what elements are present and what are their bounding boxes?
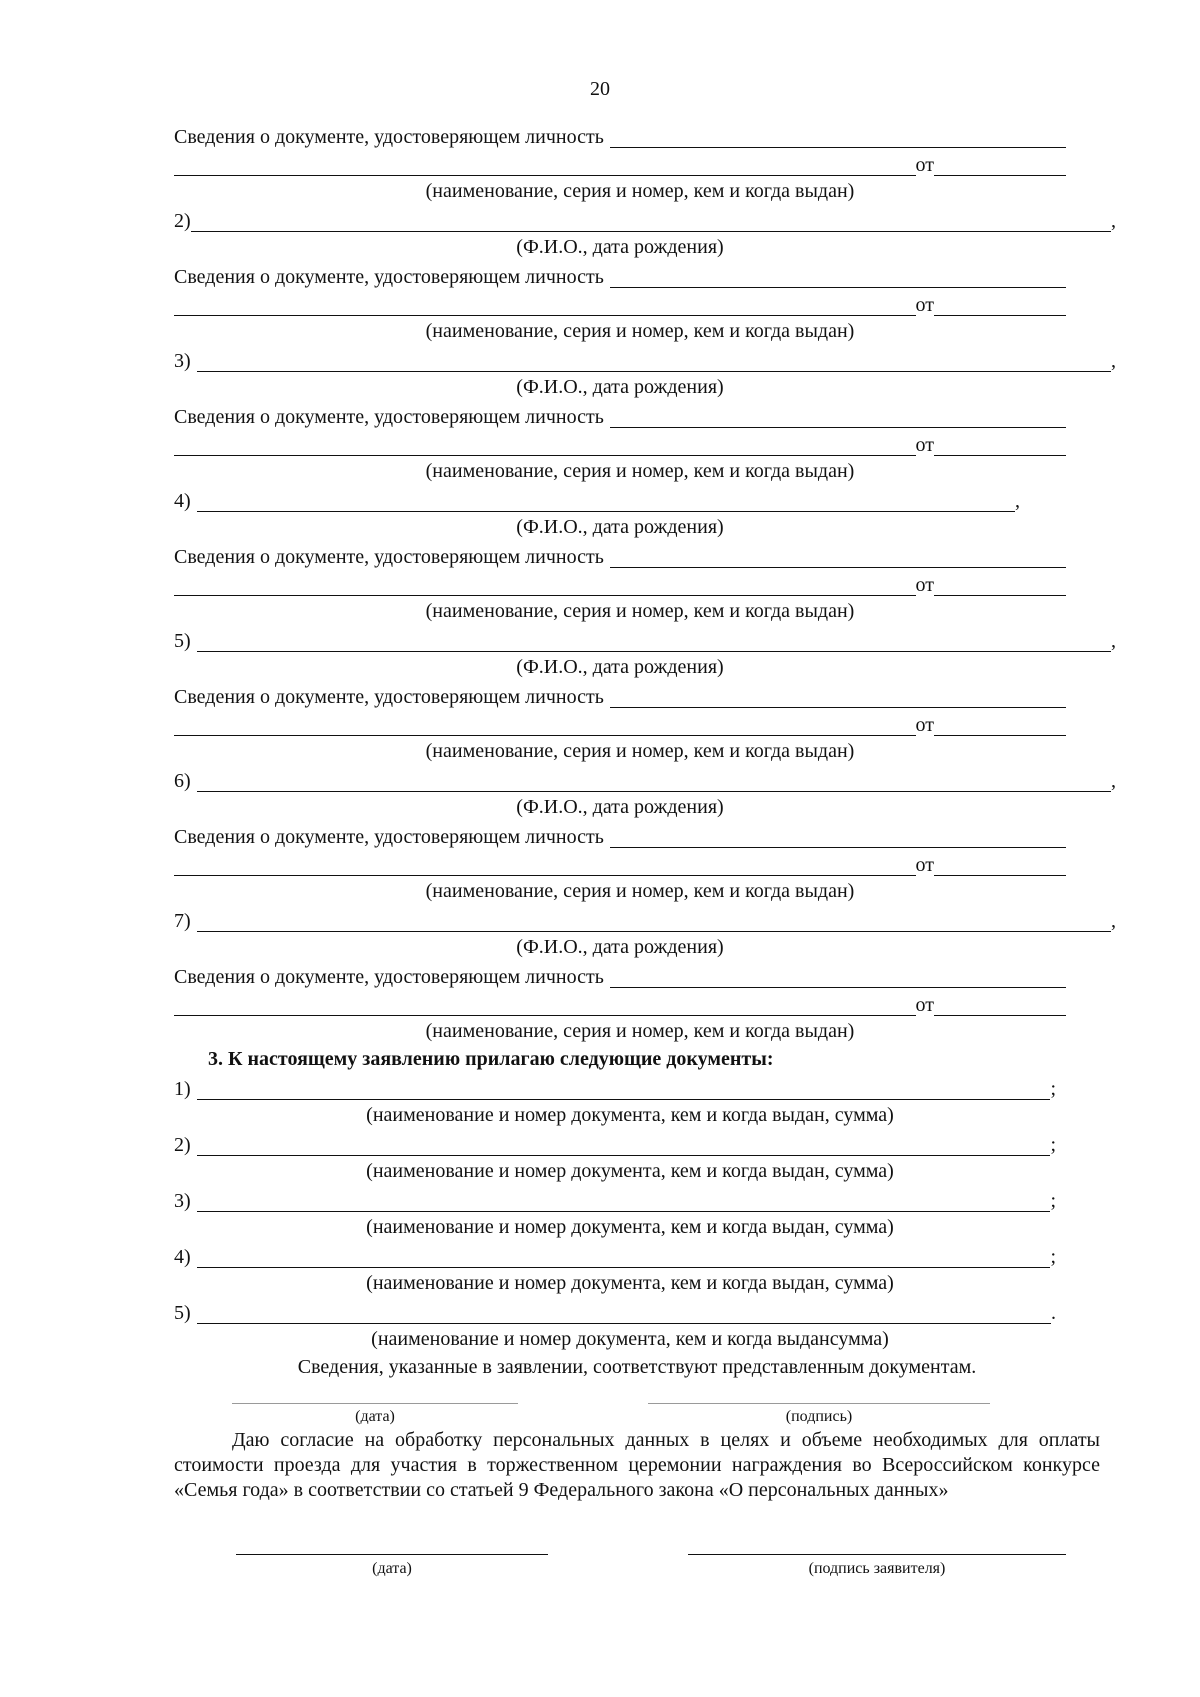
issued-caption: (наименование, серия и номер, кем и когда выдан) — [425, 600, 855, 622]
doc-caption: (наименование и номер документа, кем и когда выдан, сумма) — [366, 1272, 894, 1294]
date-from-label: от — [915, 574, 934, 596]
date-from-field[interactable] — [934, 436, 1066, 456]
issued-caption: (наименование, серия и номер, кем и когда выдан) — [425, 460, 855, 482]
person-number: 6) — [174, 770, 191, 792]
date-from-field[interactable] — [934, 296, 1066, 316]
issued-by-field[interactable] — [174, 576, 916, 596]
line-terminator: , — [1111, 630, 1116, 652]
date-from-field[interactable] — [934, 856, 1066, 876]
issued-caption: (наименование, серия и номер, кем и когда выдан) — [425, 1020, 855, 1042]
issued-by-field[interactable] — [174, 716, 916, 736]
issued-by-field[interactable] — [174, 296, 916, 316]
person-name-field[interactable] — [197, 492, 1015, 512]
doc-number: 4) — [174, 1246, 191, 1268]
person-6-issued-row — [174, 850, 1066, 876]
id-doc-field[interactable] — [610, 688, 1066, 708]
person-name-field[interactable] — [191, 212, 1111, 232]
person-3-issued-row — [174, 430, 1066, 456]
person-3-id-doc-row — [174, 402, 1066, 428]
person-number: 7) — [174, 910, 191, 932]
person-6-row — [174, 766, 1116, 792]
person-number: 2) — [174, 210, 191, 232]
person-2-issued-row — [174, 290, 1066, 316]
signature-line[interactable] — [648, 1403, 990, 1404]
id-doc-label: Сведения о документе, удостоверяющем личность — [174, 126, 604, 148]
person-2-row — [174, 206, 1116, 232]
doc-number: 2) — [174, 1134, 191, 1156]
id-doc-label: Сведения о документе, удостоверяющем личность — [174, 266, 604, 288]
attached-doc-1-row — [174, 1074, 1056, 1100]
id-doc-field[interactable] — [610, 268, 1066, 288]
attached-doc-field[interactable] — [197, 1304, 1051, 1324]
person-4-issued-row — [174, 570, 1066, 596]
issued-by-field[interactable] — [174, 156, 916, 176]
fio-caption: (Ф.И.О., дата рождения) — [516, 656, 724, 678]
person-name-field[interactable] — [197, 632, 1111, 652]
applicant-signature-line[interactable] — [688, 1554, 1066, 1555]
attached-doc-3-row — [174, 1186, 1056, 1212]
fio-caption: (Ф.И.О., дата рождения) — [516, 796, 724, 818]
line-terminator: ; — [1050, 1246, 1056, 1268]
id-doc-label: Сведения о документе, удостоверяющем личность — [174, 406, 604, 428]
confirmation-text: Сведения, указанные в заявлении, соответствуют представленным документам. — [297, 1356, 977, 1378]
date-from-label: от — [915, 854, 934, 876]
person-6-id-doc-row — [174, 822, 1066, 848]
doc-number: 5) — [174, 1302, 191, 1324]
page-number: 20 — [590, 78, 610, 100]
line-terminator: , — [1015, 490, 1020, 512]
person-3-row — [174, 346, 1116, 372]
doc-number: 1) — [174, 1078, 191, 1100]
line-terminator: , — [1111, 910, 1116, 932]
line-terminator: , — [1111, 350, 1116, 372]
id-doc-label: Сведения о документе, удостоверяющем личность — [174, 546, 604, 568]
fio-caption: (Ф.И.О., дата рождения) — [516, 516, 724, 538]
id-doc-label: Сведения о документе, удостоверяющем личность — [174, 686, 604, 708]
id-doc-field[interactable] — [610, 408, 1066, 428]
date-caption: (дата) — [372, 1560, 412, 1577]
attached-doc-2-row — [174, 1130, 1056, 1156]
doc-caption: (наименование и номер документа, кем и когда выдансумма) — [371, 1328, 889, 1350]
date-from-field[interactable] — [934, 156, 1066, 176]
date-from-field[interactable] — [934, 996, 1066, 1016]
line-terminator: . — [1051, 1302, 1056, 1324]
attached-doc-field[interactable] — [197, 1080, 1051, 1100]
line-terminator: , — [1111, 210, 1116, 232]
issued-by-field[interactable] — [174, 996, 916, 1016]
person-1-id-doc-row — [174, 122, 1066, 148]
person-4-row — [174, 486, 1020, 512]
issued-by-field[interactable] — [174, 856, 916, 876]
line-terminator: , — [1111, 770, 1116, 792]
person-7-issued-row — [174, 990, 1066, 1016]
issued-caption: (наименование, серия и номер, кем и когда выдан) — [425, 320, 855, 342]
person-5-row — [174, 626, 1116, 652]
date-from-field[interactable] — [934, 716, 1066, 736]
date-from-label: от — [915, 154, 934, 176]
line-terminator: ; — [1050, 1134, 1056, 1156]
person-name-field[interactable] — [197, 912, 1111, 932]
date-from-label: от — [915, 714, 934, 736]
issued-caption: (наименование, серия и номер, кем и когда выдан) — [425, 880, 855, 902]
doc-caption: (наименование и номер документа, кем и когда выдан, сумма) — [366, 1160, 894, 1182]
person-1-issued-row — [174, 150, 1066, 176]
date-caption: (дата) — [355, 1408, 395, 1425]
signature-caption: (подпись) — [785, 1408, 853, 1425]
line-terminator: ; — [1050, 1078, 1056, 1100]
date-line[interactable] — [232, 1403, 518, 1404]
person-5-issued-row — [174, 710, 1066, 736]
attached-doc-5-row — [174, 1298, 1056, 1324]
id-doc-label: Сведения о документе, удостоверяющем личность — [174, 826, 604, 848]
doc-caption: (наименование и номер документа, кем и когда выдан, сумма) — [366, 1104, 894, 1126]
person-name-field[interactable] — [197, 772, 1111, 792]
date-line[interactable] — [236, 1554, 548, 1555]
section-3-heading: 3. К настоящему заявлению прилагаю следующие документы: — [208, 1048, 774, 1070]
issued-caption: (наименование, серия и номер, кем и когда выдан) — [425, 180, 855, 202]
person-number: 3) — [174, 350, 191, 372]
person-number: 5) — [174, 630, 191, 652]
attached-doc-field[interactable] — [197, 1136, 1051, 1156]
doc-number: 3) — [174, 1190, 191, 1212]
line-terminator: ; — [1050, 1190, 1056, 1212]
person-5-id-doc-row — [174, 682, 1066, 708]
applicant-signature-caption: (подпись заявителя) — [808, 1560, 946, 1577]
attached-doc-field[interactable] — [197, 1248, 1051, 1268]
date-from-label: от — [915, 294, 934, 316]
person-number: 4) — [174, 490, 191, 512]
id-doc-field[interactable] — [610, 968, 1066, 988]
attached-doc-4-row — [174, 1242, 1056, 1268]
id-doc-field[interactable] — [610, 548, 1066, 568]
fio-caption: (Ф.И.О., дата рождения) — [516, 936, 724, 958]
fio-caption: (Ф.И.О., дата рождения) — [516, 236, 724, 258]
person-7-id-doc-row — [174, 962, 1066, 988]
issued-by-field[interactable] — [174, 436, 916, 456]
date-from-field[interactable] — [934, 576, 1066, 596]
date-from-label: от — [915, 434, 934, 456]
id-doc-field[interactable] — [610, 828, 1066, 848]
id-doc-label: Сведения о документе, удостоверяющем личность — [174, 966, 604, 988]
issued-caption: (наименование, серия и номер, кем и когда выдан) — [425, 740, 855, 762]
person-name-field[interactable] — [197, 352, 1111, 372]
fio-caption: (Ф.И.О., дата рождения) — [516, 376, 724, 398]
date-from-label: от — [915, 994, 934, 1016]
person-4-id-doc-row — [174, 542, 1066, 568]
doc-caption: (наименование и номер документа, кем и когда выдан, сумма) — [366, 1216, 894, 1238]
consent-paragraph: Даю согласие на обработку персональных данных в целях и объеме необходимых для оплаты стоимости проезда для участия в торжественном церемонии награждения во Всероссийском конкурсе «Семья года» в соответствии со статьей 9 Федерального закона «О персональных данных» — [174, 1429, 1100, 1501]
id-doc-field[interactable] — [610, 128, 1066, 148]
person-7-row — [174, 906, 1116, 932]
person-2-id-doc-row — [174, 262, 1066, 288]
attached-doc-field[interactable] — [197, 1192, 1051, 1212]
